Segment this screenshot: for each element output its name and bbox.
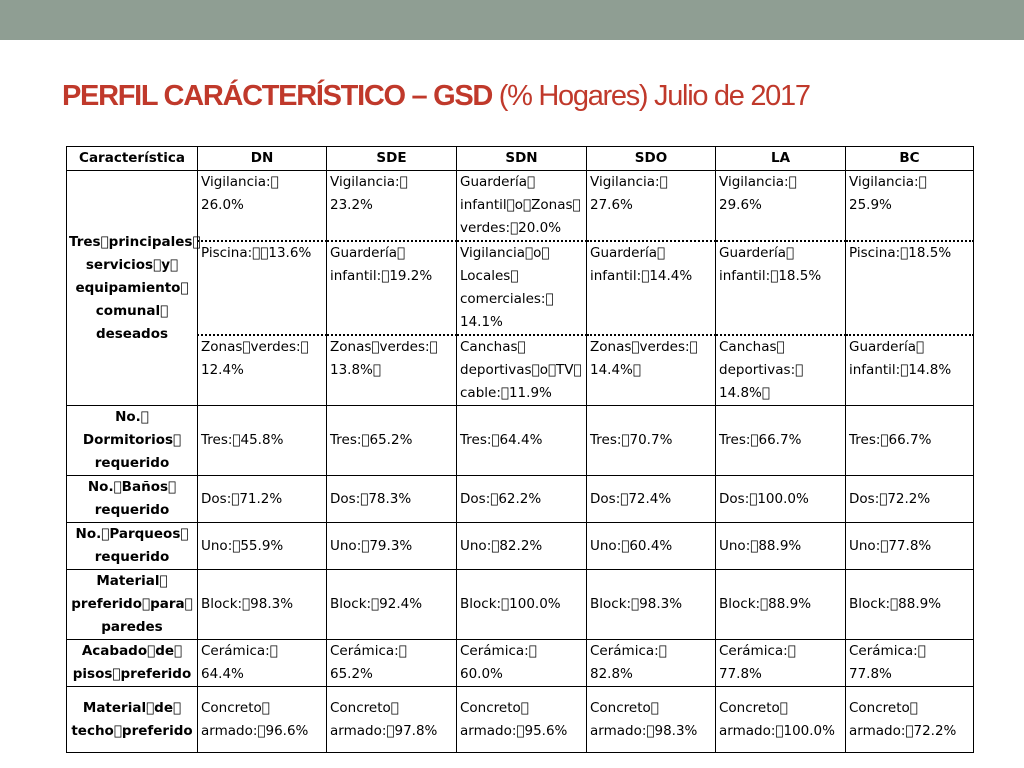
table-cell: Vigilancia:  23.2%: [327, 171, 457, 242]
table-cell: Concreto  armado: 96.6%: [198, 687, 327, 753]
row-label-bathrooms: No. Baños  requerido: [67, 476, 198, 523]
table-cell: Vigilancia:  25.9%: [846, 171, 974, 242]
table-cell: Tres: 45.8%: [198, 406, 327, 476]
table-cell: Guardería  infantil: 14.4%: [587, 241, 716, 335]
table-cell: Piscina:  13.6%: [198, 241, 327, 335]
table-cell: Concreto  armado: 97.8%: [327, 687, 457, 753]
table-cell: Concreto  armado: 95.6%: [457, 687, 587, 753]
header-cell: DN: [198, 147, 327, 171]
table-row: [67, 476, 974, 523]
table-row: [67, 640, 974, 687]
header-cell: SDO: [587, 147, 716, 171]
table-cell: Vigilancia:  27.6%: [587, 171, 716, 242]
table-cell: Zonas verdes:  13.8% : [327, 335, 457, 406]
table-row: [67, 406, 974, 476]
table-cell: Vigilancia:  29.6%: [716, 171, 846, 242]
table-cell: Zonas verdes:  12.4%: [198, 335, 327, 406]
table-row: [67, 241, 974, 335]
table-cell: Dos: 62.2%: [457, 476, 587, 523]
table-cell: Dos: 100.0%: [716, 476, 846, 523]
table-cell: Concreto  armado: 98.3%: [587, 687, 716, 753]
table-cell: Concreto  armado: 100.0%: [716, 687, 846, 753]
header-cell: SDN: [457, 147, 587, 171]
table-cell: Cerámica:  65.2%: [327, 640, 457, 687]
table-cell: Vigilancia:  26.0%: [198, 171, 327, 242]
profile-table: [66, 146, 974, 753]
table-cell: Guardería  infantil: 14.8%: [846, 335, 974, 406]
table-cell: Uno: 79.3%: [327, 523, 457, 570]
table-cell: Dos: 71.2%: [198, 476, 327, 523]
table-cell: Uno: 60.4%: [587, 523, 716, 570]
table-row: [67, 171, 974, 242]
table-cell: Tres: 65.2%: [327, 406, 457, 476]
table-cell: Block: 88.9%: [846, 570, 974, 640]
table-cell: Uno: 82.2%: [457, 523, 587, 570]
table-cell: Block: 98.3%: [198, 570, 327, 640]
slide-title: [62, 80, 810, 113]
row-label-floor-finish: Acabado de  pisos preferido: [67, 640, 198, 687]
table-cell: Uno: 77.8%: [846, 523, 974, 570]
table-cell: Block: 98.3%: [587, 570, 716, 640]
row-label-roof-material: Material de  techo preferido: [67, 687, 198, 753]
table-cell: Block: 100.0%: [457, 570, 587, 640]
table-cell: Guardería  infantil: 19.2%: [327, 241, 457, 335]
table-row: [67, 335, 974, 406]
table-cell: Tres: 64.4%: [457, 406, 587, 476]
table-row: [67, 570, 974, 640]
table-cell: Canchas  deportivas o TV  cable: 11.9%: [457, 335, 587, 406]
table-cell: Guardería  infantil o Zonas  verdes: 20.0%: [457, 171, 587, 242]
table-cell: Uno: 55.9%: [198, 523, 327, 570]
table-cell: Concreto  armado: 72.2%: [846, 687, 974, 753]
table-cell: Block: 88.9%: [716, 570, 846, 640]
table-cell: Tres: 70.7%: [587, 406, 716, 476]
header-cell: LA: [716, 147, 846, 171]
table-cell: Cerámica:  82.8%: [587, 640, 716, 687]
table-cell: Cerámica:  60.0%: [457, 640, 587, 687]
table-cell: Cerámica:  77.8%: [846, 640, 974, 687]
table-cell: Uno: 88.9%: [716, 523, 846, 570]
table-cell: Dos: 72.4%: [587, 476, 716, 523]
header-cell: SDE: [327, 147, 457, 171]
slide-title-main: PERFIL CARÁCTERÍSTICO – GSD: [62, 80, 493, 112]
row-label-services: Tres principales  servicios y  equipamiento  comunal  deseados: [67, 171, 198, 406]
table-cell: Vigilancia o  Locales  comerciales:  14.1%: [457, 241, 587, 335]
table-cell: Dos: 72.2%: [846, 476, 974, 523]
slide-title-sub: (% Hogares) Julio de 2017: [498, 80, 810, 112]
table-cell: Cerámica:  64.4%: [198, 640, 327, 687]
table-row: [67, 523, 974, 570]
table-cell: Guardería  infantil: 18.5%: [716, 241, 846, 335]
table-cell: Cerámica:  77.8%: [716, 640, 846, 687]
header-cell: BC: [846, 147, 974, 171]
table-cell: Dos: 78.3%: [327, 476, 457, 523]
row-label-parking: No. Parqueos  requerido: [67, 523, 198, 570]
table-header-row: [67, 147, 974, 171]
header-cell: Característica: [67, 147, 198, 171]
row-label-wall-material: Material  preferido para  paredes: [67, 570, 198, 640]
table-cell: Tres: 66.7%: [716, 406, 846, 476]
table-row: [67, 687, 974, 753]
top-decorative-band: [0, 0, 1024, 40]
table-cell: Piscina: 18.5%: [846, 241, 974, 335]
row-label-bedrooms: No.  Dormitorios  requerido: [67, 406, 198, 476]
table-cell: Zonas verdes:  14.4% : [587, 335, 716, 406]
table-cell: Tres: 66.7%: [846, 406, 974, 476]
table-cell: Canchas  deportivas:  14.8% : [716, 335, 846, 406]
table-cell: Block: 92.4%: [327, 570, 457, 640]
